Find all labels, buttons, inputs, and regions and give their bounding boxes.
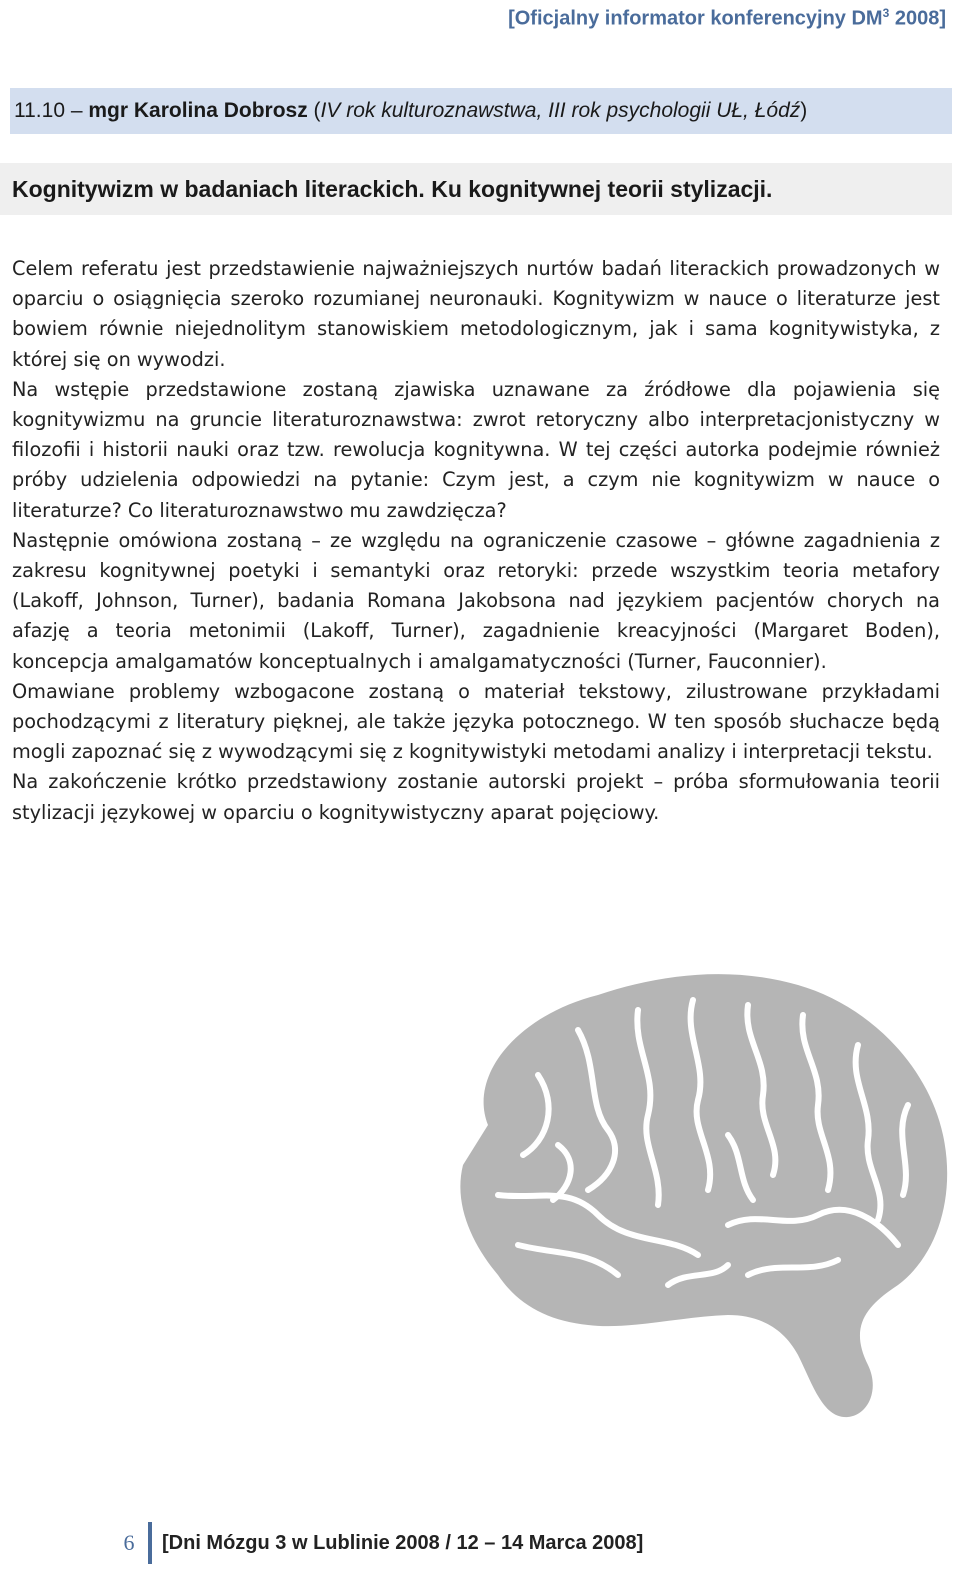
abstract-paragraph: Na wstępie przedstawione zostaną zjawiska uznawane za źródłowe dla pojawienia się kognitywizmu na gruncie literaturoznawstwa: zwrot retoryczny albo interpretacjonistyczny w filozofii i historii nauki oraz tzw. rewolucja kognitywna. W tej części autorka podejmie również próby udzielenia odpowiedzi na pytanie: Czym jest, a czym nie kognitywizm w nauce o literaturze? Co literaturoznawstwo mu zawdzięcza? xyxy=(12,377,940,522)
affiliation-open: ( xyxy=(307,99,321,122)
speaker-name: mgr Karolina Dobrosz xyxy=(82,99,308,122)
page-footer xyxy=(118,1522,643,1564)
abstract-paragraph: Omawiane problemy wzbogacone zostaną o materiał tekstowy, zilustrowane przykładami pochodzącymi z literatury pięknej, ale także języka potocznego. W ten sposób słuchacze będą mogli zapoznać się z wywodzącymi się z kognitywistyki metodami analizy i interpretacji tekstu. xyxy=(12,679,940,764)
abstract-body xyxy=(12,254,940,828)
affiliation-close: ) xyxy=(800,99,808,122)
page-number: 6 xyxy=(123,1530,135,1555)
brain-illustration xyxy=(428,955,958,1425)
header-title xyxy=(508,6,946,31)
abstract-paragraph: Celem referatu jest przedstawienie najważniejszych nurtów badań literackich prowadzonych w oparciu o osiągnięcia szeroko rozumianej neuronauki. Kognitywizm w nauce o literaturze jest bowiem równie niejednolitym stanowiskiem metodologicznym, jak i sama kognitywistyka, z której się on wywodzi. xyxy=(12,257,940,371)
header-title-main: [Oficjalny informator konferencyjny DM xyxy=(508,7,883,30)
header-title-year: 2008] xyxy=(889,7,946,30)
session-time: 11.10 – xyxy=(14,99,83,122)
header-title-superscript: 3 xyxy=(882,6,890,20)
footer-text: [Dni Mózgu 3 w Lublinie 2008 / 12 – 14 Marca 2008] xyxy=(162,1531,644,1554)
footer-divider xyxy=(148,1522,152,1564)
talk-title: Kognitywizm w badaniach literackich. Ku kognitywnej teorii stylizacji. xyxy=(0,163,952,215)
abstract-paragraph: Na zakończenie krótko przedstawiony zostanie autorski projekt – próba sformułowania teorii stylizacji językowej w oparciu o kognitywistyczny aparat pojęciowy. xyxy=(12,770,940,824)
speaker-bar xyxy=(10,88,952,134)
speaker-affiliation: IV rok kulturoznawstwa, III rok psychologii UŁ, Łódź xyxy=(320,99,801,122)
abstract-paragraph: Następnie omówiona zostaną – ze względu na ograniczenie czasowe – główne zagadnienia z zakresu kognitywnej poetyki i semantyki oraz retoryki: przede wszystkim teoria metafory (Lakoff, Johnson, Turner), badania Romana Jakobsona nad językiem pacjentów chorych na afazję a teoria metonimii (Lakoff, Turner), zagadnienie kreacyjności (Margaret Boden), koncepcja amalgamatów konceptualnych i amalgamatyczności (Turner, Fauconnier). xyxy=(12,528,940,673)
